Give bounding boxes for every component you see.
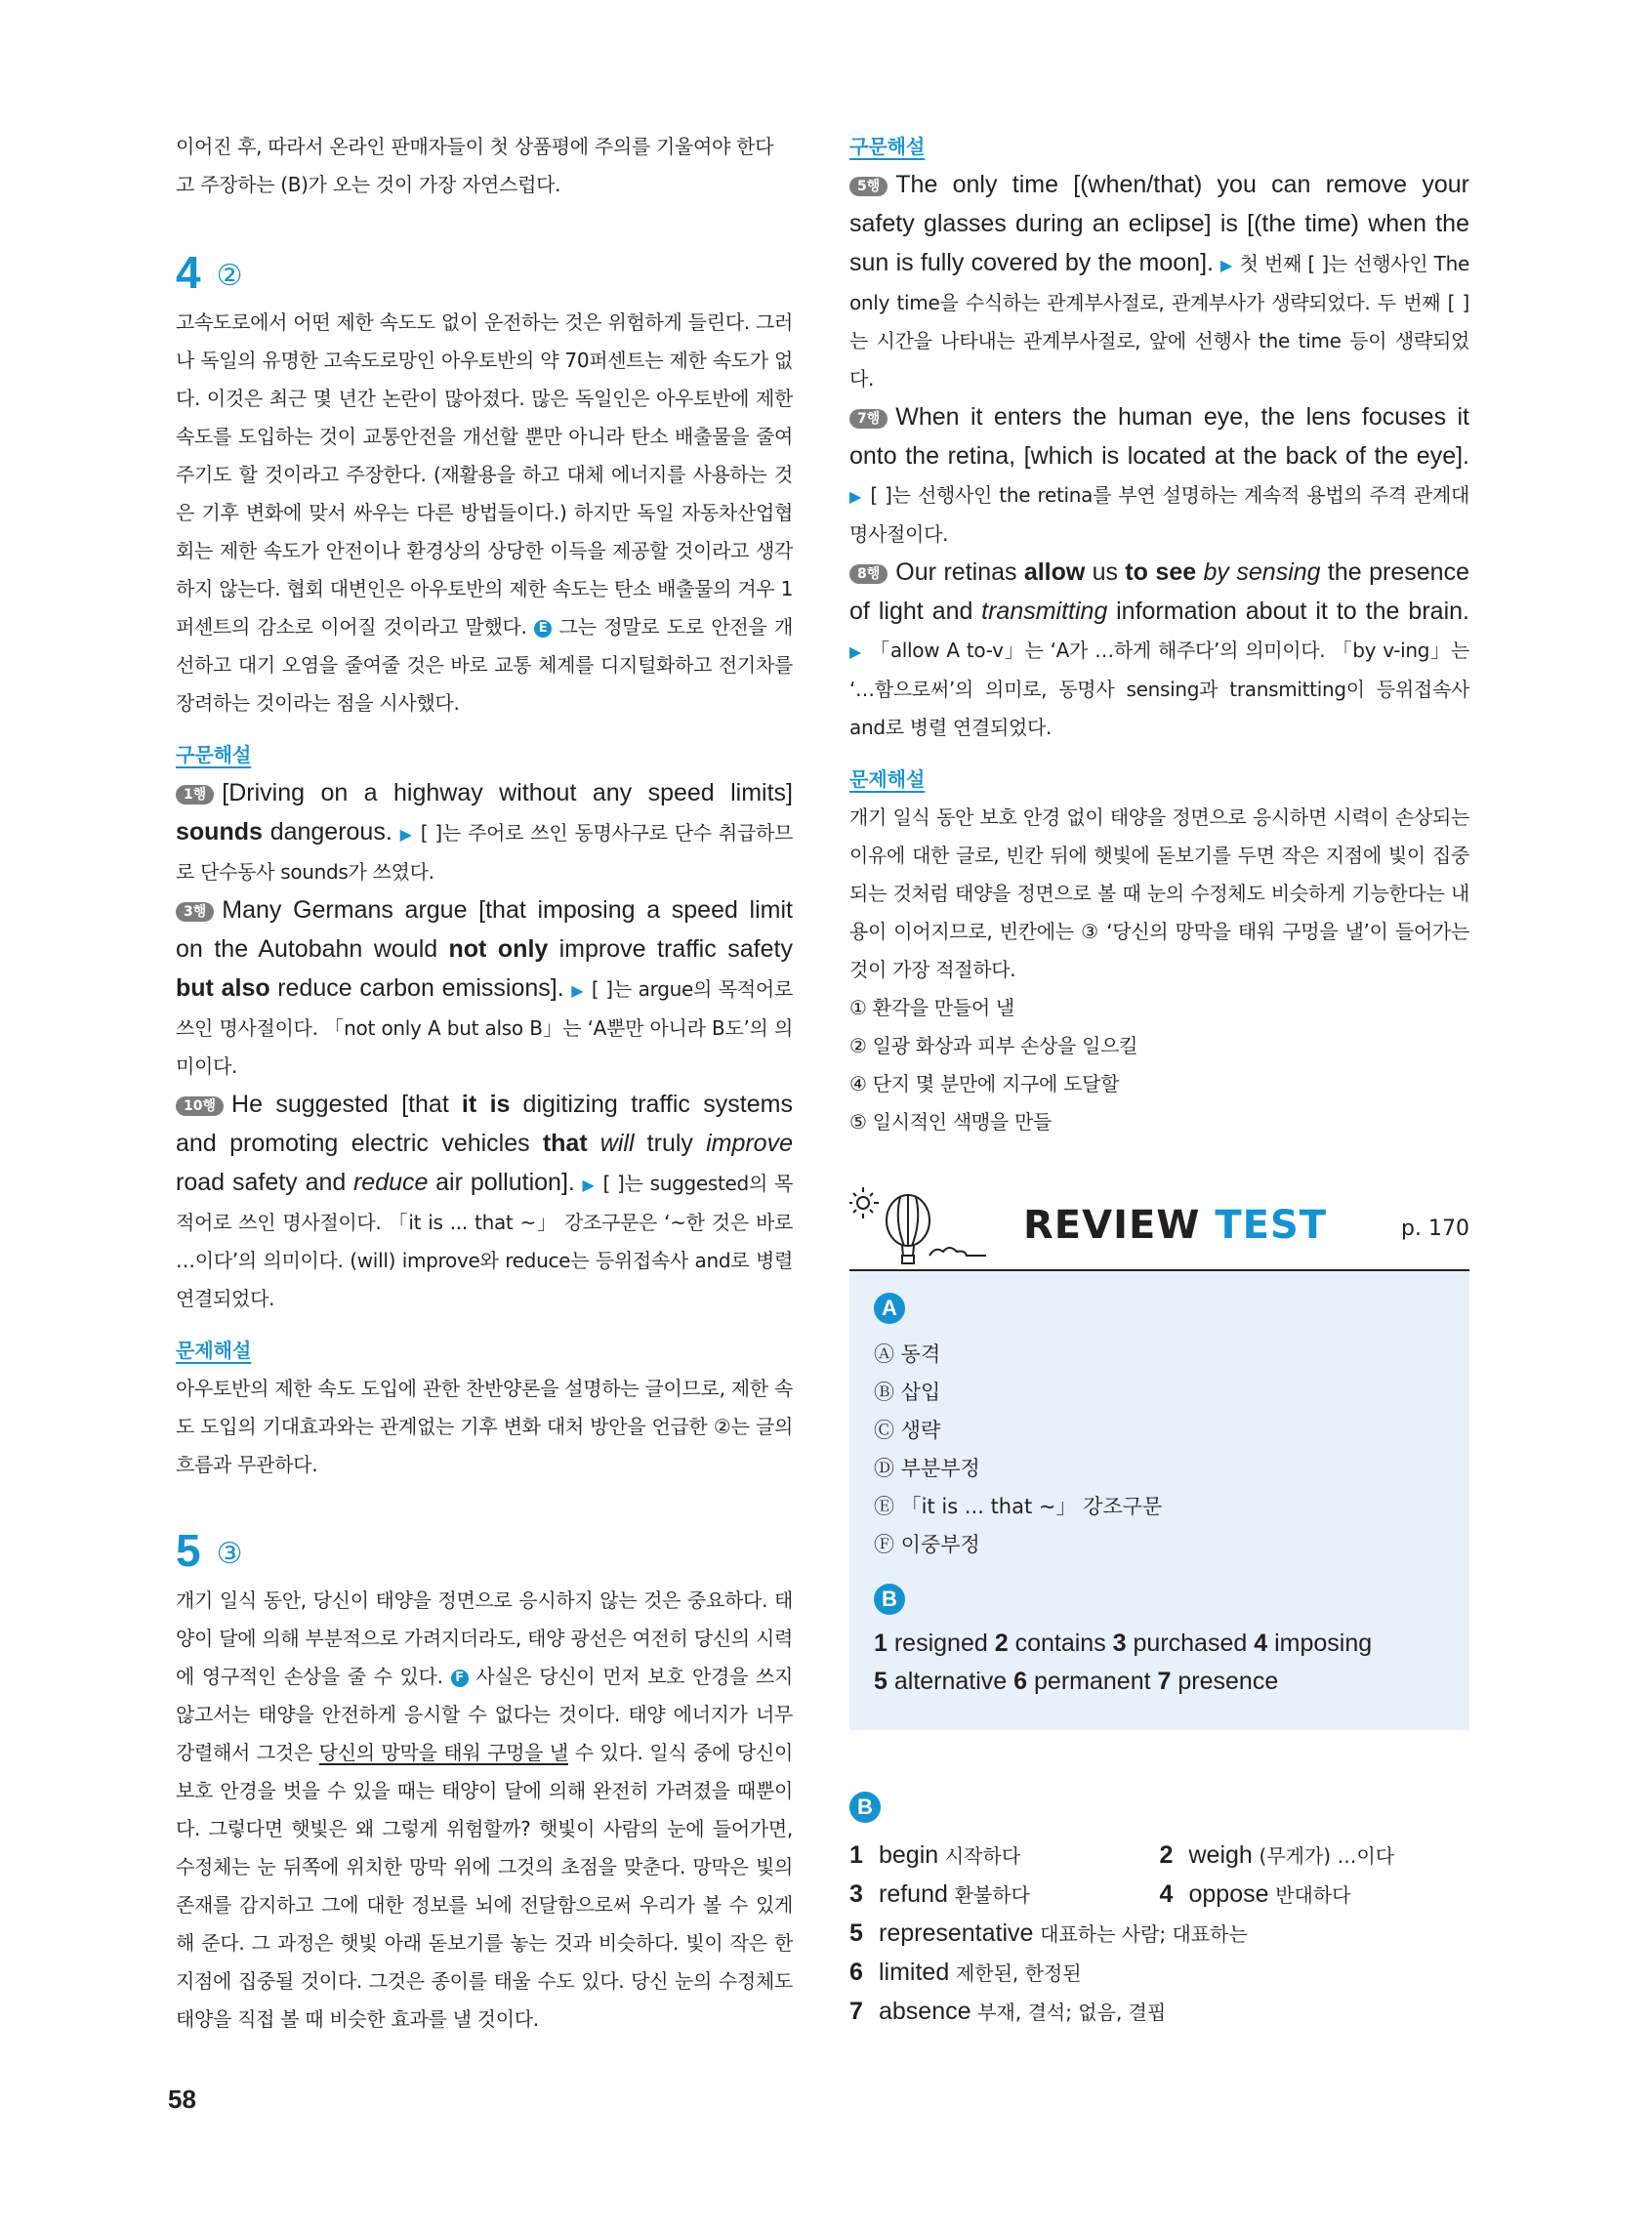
vocab-num: 3 <box>849 1880 863 1908</box>
en-text: us <box>1092 558 1119 586</box>
balloon-icon <box>849 1183 996 1267</box>
vocab-ko: 반대하다 <box>1275 1883 1351 1907</box>
a-item-3: Ⓒ 생략 <box>874 1419 941 1442</box>
question-4-heading <box>176 245 793 304</box>
vocab-section-badge: B <box>849 1792 881 1823</box>
b-num: 3 <box>1112 1630 1127 1657</box>
en-text: truly <box>646 1129 693 1157</box>
line-tag: 10행 <box>176 1096 224 1116</box>
intro-line-1: 이어진 후, 따라서 온라인 판매자들이 첫 상품평에 주의를 기울여야 한다 <box>176 135 774 158</box>
en-bold: to see <box>1125 558 1197 586</box>
b-word: imposing <box>1274 1630 1373 1657</box>
review-test-title <box>1023 1203 1327 1248</box>
translation-text: 고속도로에서 어떤 제한 속도도 없이 운전하는 것은 위험하게 들린다. 그러나 독일의 유명한 고속도로망인 아우토반의 약 70퍼센트는 제한 속도가 없다. 이것은 최근 몇 년간 논란이 많아졌다. 많은 독일인은 아우토반에 제한 속도를 도입하는 것이 교통안전을 개선할 뿐만 아니라 탄소 배출물을 줄여주기도 할 것이라고 주장한다. (재활용을 하고 대체 에너지를 사용하는 것은 기후 변화에 맞서 싸우는 다른 방법들이다.) 하지만 독일 자동차산업협회는 제한 속도가 안전이나 환경상의 상당한 이득을 제공할 것이라고 생각하지 않는다. 협회 대변인은 아우토반의 제한 속도는 탄소 배출물의 겨우 1퍼센트의 감소로 이어질 것이라고 말했다. <box>176 310 793 639</box>
en-italic: reduce <box>352 1168 429 1196</box>
question-5-translation <box>176 1582 793 2039</box>
translation-text: 수 있다. 일식 중에 당신이 보호 안경을 벗을 수 있을 때는 태양이 달에 의해 완전히 가려졌을 때뿐이다. 그렇다면 햇빛은 왜 그렇게 위험할까? 햇빛이 사람의 눈에 들어가면, 수정체는 눈 뒤쪽에 위치한 망막 위에 그것의 초점을 맞춘다. 망막은 빛의 존재를 감지하고 그에 대한 정보를 뇌에 전달함으로써 우리가 볼 수 있게 해 준다. 그 과정은 햇빛 아래 돋보기를 놓는 것과 비슷하다. 빛이 작은 한 지점에 집중될 것이다. 그것은 종이를 태울 수도 있다. 당신 눈의 수정체도 태양을 직접 볼 때 비슷한 효과를 낼 것이다. <box>176 1740 793 2031</box>
vocab-num: 2 <box>1159 1841 1174 1869</box>
vocab-num: 5 <box>849 1919 863 1947</box>
syntax-5-1 <box>849 166 1469 398</box>
title-review: REVIEW <box>1023 1203 1201 1248</box>
b-word: resigned <box>893 1630 988 1657</box>
b-answers-line-2 <box>874 1663 1372 1701</box>
en-text: Many Germans argue [that imposing a speed limit on the Autobahn would <box>176 895 793 963</box>
vocab-en: representative <box>879 1919 1034 1947</box>
en-italic: will <box>599 1129 635 1157</box>
en-bold: allow <box>1023 558 1086 586</box>
vocab-item <box>849 1915 1248 1954</box>
vocab-ko: 환불하다 <box>954 1883 1030 1907</box>
vocab-ko: 대표하는 사람; 대표하는 <box>1040 1922 1248 1946</box>
vocab-ko: 제한된, 한정된 <box>955 1961 1082 1985</box>
page-number: 58 <box>168 2085 196 2114</box>
b-num: 4 <box>1254 1630 1268 1657</box>
question-5-answer: ③ <box>216 1537 243 1570</box>
problem-label-5: 문제해설 <box>849 767 926 791</box>
en-text: digitizing traffic systems and promoting electric vehicles <box>176 1090 793 1157</box>
option-1: ① 환각을 만들어 낼 <box>849 996 1014 1019</box>
underlined-phrase: 당신의 망막을 태워 구멍을 낼 <box>318 1740 568 1764</box>
line-tag: 8행 <box>849 564 888 584</box>
vocab-ko: 부재, 결석; 없음, 결핍 <box>977 2001 1167 2024</box>
syntax-5-2 <box>849 398 1469 554</box>
line-tag: 7행 <box>849 409 888 429</box>
vocab-item <box>1160 1837 1470 1876</box>
arrow-icon: ▶ <box>582 1175 596 1194</box>
arrow-icon: ▶ <box>849 487 863 506</box>
arrow-icon: ▶ <box>849 642 863 661</box>
right-column <box>849 128 1469 1141</box>
syntax-4-1 <box>176 774 793 891</box>
en-text: He suggested [that <box>231 1090 449 1118</box>
question-4-answer: ② <box>216 259 243 292</box>
left-column <box>176 128 793 2039</box>
en-text: When it enters the human eye, the lens focuses it onto the retina, [which is located at the back of the eye]. <box>849 403 1469 470</box>
a-item-4: Ⓓ 부분부정 <box>874 1457 980 1480</box>
ko-explanation: [ ]는 argue의 목적어로 쓰인 명사절이다. 「not only A but also B」는 ‘A뿐만 아니라 B도’의 의미이다. <box>176 976 793 1078</box>
question-5-heading <box>176 1523 793 1582</box>
en-text: road safety and <box>176 1168 347 1196</box>
question-4-number: 4 <box>176 247 201 298</box>
marker-f-icon: F <box>451 1670 469 1687</box>
arrow-icon: ▶ <box>1219 256 1233 274</box>
vocab-section <box>849 1789 1469 2032</box>
vocab-en: weigh <box>1188 1841 1253 1869</box>
en-italic: transmitting <box>981 598 1108 625</box>
syntax-4-3 <box>176 1086 793 1318</box>
en-bold: sounds <box>176 817 263 846</box>
vocab-num: 7 <box>849 1998 863 2025</box>
review-section-a <box>874 1293 1372 1701</box>
vocab-row <box>849 1876 1469 1915</box>
vocab-row <box>849 1954 1469 1993</box>
syntax-label-4: 구문해설 <box>176 742 252 766</box>
problem-4: 아우토반의 제한 속도 도입에 관한 찬반양론을 설명하는 글이므로, 제한 속도 도입의 기대효과와는 관계없는 기후 변화 대처 방안을 언급한 ②는 글의 흐름과 무관하다. <box>176 1376 793 1476</box>
translation-end: 그는 정말로 도로 안전을 개선하고 대기 오염을 줄여줄 것은 바로 교통 체계를 디지털화하고 전기차를 장려하는 것이라는 점을 시사했다. <box>176 614 794 715</box>
b-answers-line-1 <box>874 1625 1372 1663</box>
a-item-6: Ⓕ 이중부정 <box>874 1533 980 1556</box>
en-text: improve traffic safety <box>558 934 793 963</box>
question-5-number: 5 <box>176 1524 201 1576</box>
vocab-item <box>1160 1876 1470 1915</box>
arrow-icon: ▶ <box>571 980 585 1000</box>
b-num: 2 <box>994 1630 1009 1657</box>
en-italic: by sensing <box>1203 558 1321 586</box>
en-text: dangerous. <box>269 817 392 846</box>
vocab-en: refund <box>879 1880 948 1908</box>
review-test-box <box>849 1271 1469 1730</box>
en-text: Our retinas <box>895 558 1017 586</box>
b-word: permanent <box>1034 1668 1151 1695</box>
b-word: alternative <box>893 1668 1008 1695</box>
en-text: the presence of light and <box>849 558 1469 625</box>
en-text: air pollution]. <box>435 1168 575 1196</box>
vocab-en: absence <box>879 1998 971 2025</box>
marker-e-icon: E <box>534 620 552 638</box>
vocab-item <box>849 1954 1082 1993</box>
en-bold: not only <box>448 934 549 963</box>
syntax-4-2 <box>176 891 793 1086</box>
review-page-ref: p. 170 <box>1401 1217 1469 1241</box>
syntax-5-3 <box>849 554 1469 747</box>
b-num: 1 <box>874 1630 888 1657</box>
b-word: purchased <box>1133 1630 1248 1657</box>
review-test-header <box>849 1183 1469 1271</box>
b-num: 7 <box>1157 1668 1172 1695</box>
vocab-num: 1 <box>849 1841 863 1869</box>
translation-text: 개기 일식 동안, 당신이 태양을 정면으로 응시하지 않는 것은 중요하다. 태양이 달에 의해 부분적으로 가려지더라도, 태양 광선은 여전히 당신의 시력에 영구적인 손상을 줄 수 있다. <box>176 1588 793 1688</box>
a-item-2: Ⓑ 삽입 <box>874 1381 941 1404</box>
vocab-ko: 시작하다 <box>944 1844 1021 1868</box>
arrow-icon: ▶ <box>399 824 413 844</box>
vocab-item <box>849 1837 1160 1876</box>
vocab-en: limited <box>879 1959 950 1986</box>
line-tag: 3행 <box>176 902 214 922</box>
vocab-row <box>849 1915 1469 1954</box>
en-text: reduce carbon emissions]. <box>277 973 564 1002</box>
vocab-num: 6 <box>849 1959 863 1986</box>
en-text: [Driving on a highway without any speed limits] <box>222 778 793 806</box>
en-italic: improve <box>706 1129 793 1157</box>
syntax-label-5: 구문해설 <box>849 135 926 158</box>
option-5: ⑤ 일시적인 색맹을 만들 <box>849 1110 1052 1134</box>
translation-text: 사실은 당신이 먼저 보호 안경을 쓰지 않고서는 태양을 안전하게 응시할 수 없다는 것이다. 태양 에너지가 너무 강렬해서 그것은 <box>176 1664 793 1764</box>
a-item-1: Ⓐ 동격 <box>874 1342 941 1366</box>
en-text: information about it to the brain. <box>1116 598 1469 625</box>
b-word: presence <box>1177 1668 1279 1695</box>
title-test: TEST <box>1215 1203 1328 1248</box>
en-bold: that <box>542 1129 588 1157</box>
vocab-row <box>849 1993 1469 2032</box>
b-answers <box>874 1625 1372 1701</box>
option-4: ④ 단지 몇 분만에 지구에 도달할 <box>849 1072 1120 1095</box>
a-item-5: Ⓔ 「it is ... that ~」 강조구문 <box>874 1495 1163 1518</box>
vocab-ko: (무게가) …이다 <box>1259 1844 1395 1868</box>
vocab-num: 4 <box>1159 1880 1174 1908</box>
vocab-item <box>849 1993 1166 2032</box>
problem-label-4: 문제해설 <box>176 1338 252 1362</box>
ko-explanation: [ ]는 suggested의 목적어로 쓰인 명사절이다. 「it is ... that ~」 강조구문은 ‘~한 것은 바로 …이다’의 의미이다. (will) improve와 reduce는 등위접속사 and로 병렬 연결되었다. <box>176 1171 794 1310</box>
option-2: ② 일광 화상과 피부 손상을 일으킬 <box>849 1034 1138 1057</box>
ko-explanation: [ ]는 선행사인 the retina를 부연 설명하는 계속적 용법의 주격 관계대명사절이다. <box>849 483 1469 546</box>
question-4-translation <box>176 304 793 722</box>
line-tag: 1행 <box>176 785 214 805</box>
vocab-row <box>849 1837 1469 1876</box>
en-bold: it is <box>461 1090 511 1118</box>
ko-explanation: 첫 번째 [ ]는 선행사인 The only time을 수식하는 관계부사절로, 관계부사가 생략되었다. 두 번째 [ ]는 시간을 나타내는 관계부사절로, 앞에 선행사 the time 등이 생략되었다. <box>849 252 1469 391</box>
vocab-item <box>849 1876 1160 1915</box>
b-num: 5 <box>874 1668 888 1695</box>
problem-5: 개기 일식 동안 보호 안경 없이 태양을 정면으로 응시하면 시력이 손상되는 이유에 대한 글로, 빈칸 뒤에 햇빛에 돋보기를 두면 작은 지점에 빛이 집중되는 것처럼 태양을 정면으로 볼 때 눈의 수정체도 비슷하게 기능한다는 내용이 이어지므로, 빈칸에는 ③ ‘당신의 망막을 태워 구멍을 낼’이 들어가는 것이 가장 적절하다. <box>849 805 1469 981</box>
intro-line-2: 고 주장하는 (B)가 오는 것이 가장 자연스럽다. <box>176 173 561 196</box>
b-word: contains <box>1014 1630 1106 1657</box>
ko-explanation: [ ]는 주어로 쓰인 동명사구로 단수 취급하므로 단수동사 sounds가 쓰였다. <box>176 820 793 884</box>
en-bold: but also <box>176 973 270 1002</box>
section-b-badge: B <box>874 1584 905 1615</box>
section-a-badge: A <box>874 1293 905 1324</box>
en-text: The only time [(when/that) you can remove your safety glasses during an eclipse] is [(the time) when the sun is fully covered by the moon]. <box>849 171 1469 276</box>
line-tag: 5행 <box>849 177 888 196</box>
vocab-en: oppose <box>1188 1880 1269 1908</box>
ko-explanation: 「allow A to-v」는 ‘A가 …하게 해주다’의 의미이다. 「by v-ing」는 ‘…함으로써’의 의미로, 동명사 sensing과 transmitting이 등위접속사 and로 병렬 연결되었다. <box>849 639 1469 739</box>
vocab-en: begin <box>879 1841 939 1869</box>
b-num: 6 <box>1013 1668 1028 1695</box>
